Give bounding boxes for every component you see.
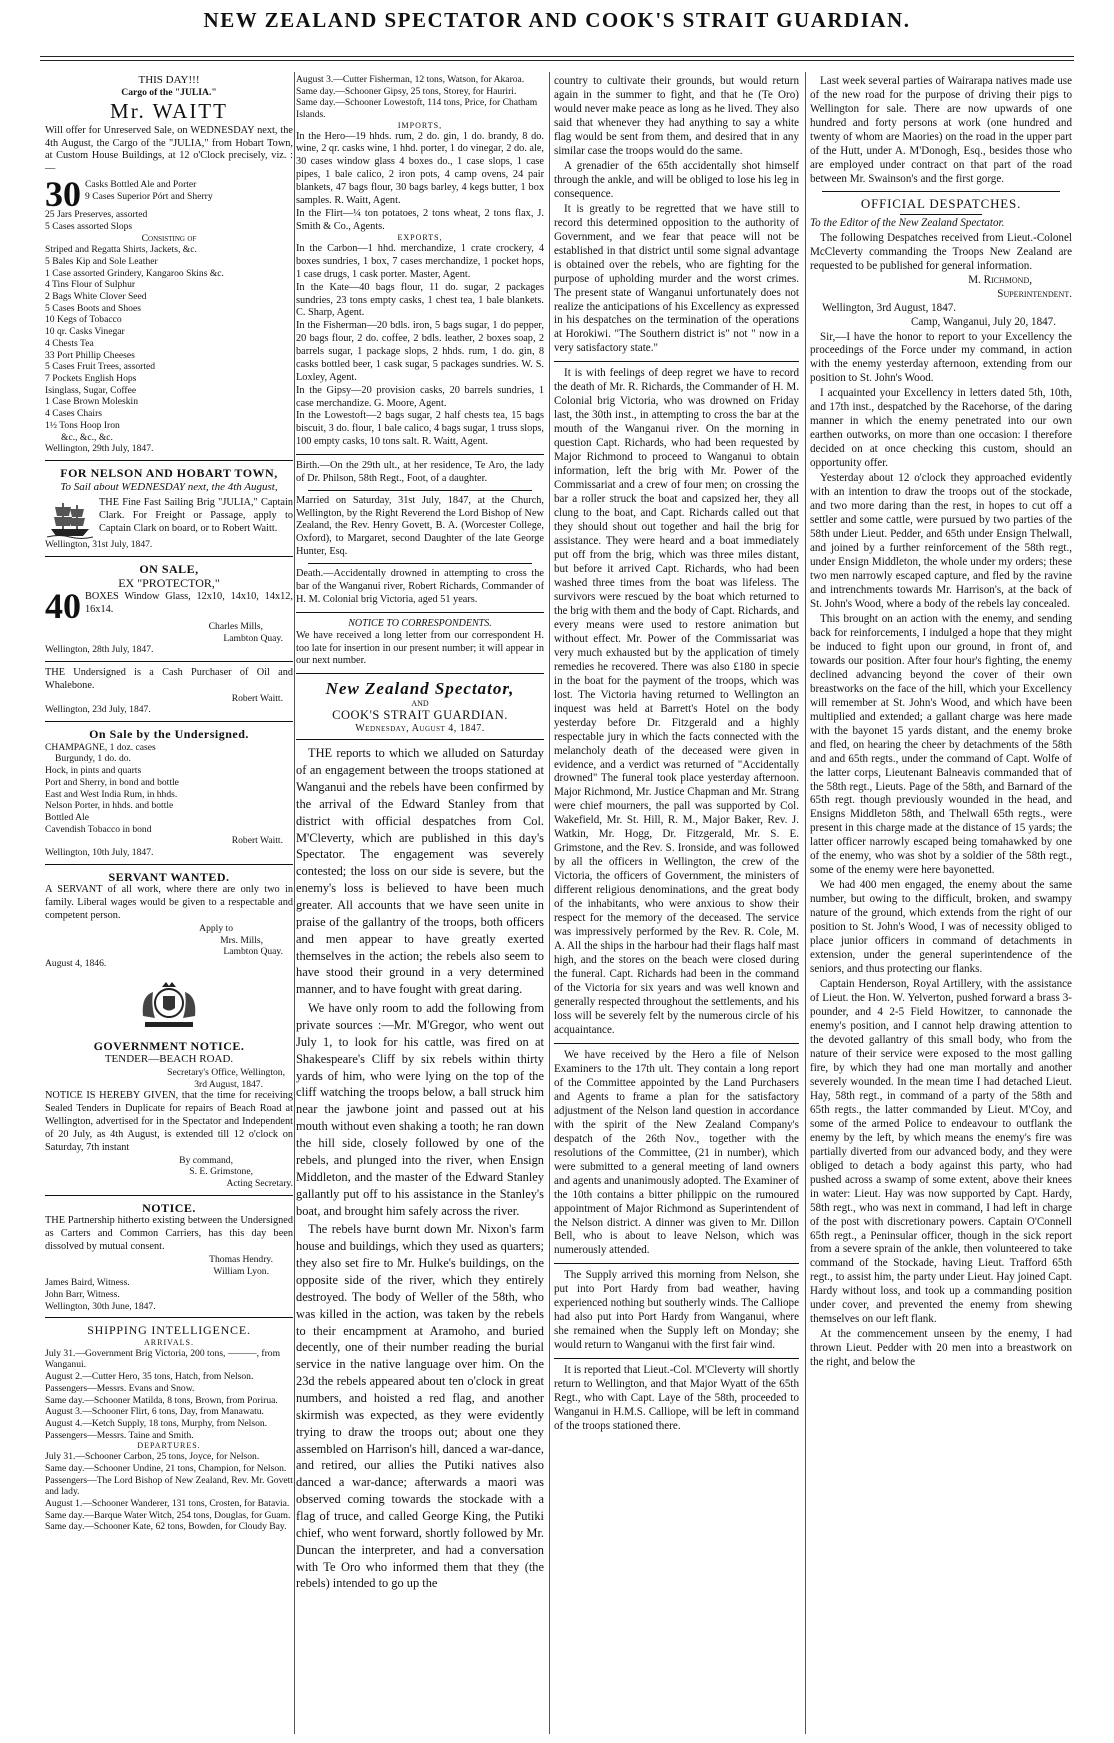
- shipping-entry: Same day.—Schooner Matilda, 8 tons, Brown, from Porirua.: [45, 1394, 278, 1406]
- shipping-entry: Same day.—Schooner Lowestoft, 114 tons, Price, for Chatham Islands.: [296, 97, 538, 121]
- column-divider: [294, 72, 295, 1734]
- ad-apply: Apply to: [199, 923, 233, 934]
- ad-item: 7 Pockets English Hops: [45, 373, 137, 384]
- ad-heading: On Sale by the Undersigned.: [89, 727, 249, 742]
- ad-item: East and West India Rum, in hhds.: [45, 788, 178, 800]
- ad-body: THE Partnership hitherto existing between the Undersigned as Carters and Common Carriers, has this day been dissolved by mutual consent.: [45, 1215, 293, 1252]
- divider: [45, 864, 293, 865]
- ad-signature: Mrs. Mills,: [220, 934, 263, 946]
- ad-item: 4 Tins Flour of Sulphur: [45, 279, 136, 291]
- despatch-paragraph: Sir,—I have the honor to report to your Excellency the proceedings of the Force under my command, in action with the enemy yesterday afternoon, extending from our position to St. John's Wood.: [810, 330, 1072, 385]
- despatch-paragraph: Captain Henderson, Royal Artillery, with the assistance of Lieut. the Hon. W. Yelverton, pushed forward a brass 3-pounder, and 4 2-5 Field Howitzer, to cannonade the enemy's position, and I cannot help drawing attention to the devoted gallantry of this small body, who from the nature of their service were exposed to the most galling fire, by which they had one man mortally and another severely wounded. In the mean time I had detached Lieut. Hay, 58th regt., in command of a party of the 58th and 65th regts., the latter commanded by Lieut. M'Coy, and some of the armed Police to endeavour to outflank the enemy by the left, by which means the enemy's fire was partially diverted from our advanced body, and they were obliged to detach a body against this party, who had pushed across a swamp of some extent, above their knees in water: Lieut. Hay was now supported by Capt. Hardy, 58th regt., who was next in command, I had left in charge of the post with discretionary powers. Captain O'Connell 65th regt., a Peninsular officer, though in the sick report from a severe sprain of the ankle, then volunteered to take command of the Stockade, having Lieut. Trafford 65th regt., to assist him, the party under Lieut. Hay joined Capt. Hardy without loss, and took up a commanding position under cover, and prevented the enemy from shewing themselves on our left flank.: [810, 978, 1072, 1326]
- ad-date: Wellington, 28th July, 1847.: [45, 644, 154, 656]
- despatch-addressee: To the Editor of the New Zealand Spectator.: [810, 216, 1005, 229]
- newspaper-title-block: [296, 679, 544, 734]
- birth-notice: [296, 460, 544, 486]
- ad-date: Wellington, 29th July, 1847.: [45, 443, 154, 455]
- ad-office: Secretary's Office, Wellington,: [167, 1066, 285, 1078]
- shipping-entry: July 31.—Schooner Carbon, 25 tons, Joyce, for Nelson.: [45, 1451, 260, 1463]
- divider: [554, 361, 799, 362]
- divider: [296, 454, 544, 455]
- export-entry: In the Lowestoft—2 bags sugar, 2 half chests tea, 15 bags biscuit, 3 do. flour, 1 bale calico, 4 bags sugar, 1 truss slops, 100 empty casks, 10 tons salt. R. Waitt, Agent.: [296, 410, 544, 448]
- ad-body: THE Fine Fast Sailing Brig "JULIA," Captain Clark. For Freight or Passage, apply to Captain Clark on board, or to Robert Waitt.: [99, 496, 293, 534]
- article-paragraph: A grenadier of the 65th accidentally shot himself through the ankle, and will be obliged to lose his leg in consequence.: [554, 159, 799, 200]
- ad-body: THE Undersigned is a Cash Purchaser of Oil and Whalebone.: [45, 667, 293, 691]
- protector-ad: [45, 562, 293, 656]
- ad-item: 5 Cases Boots and Shoes: [45, 302, 141, 314]
- ad-cargo-heading: Cargo of the "JULIA.": [121, 87, 217, 99]
- column-local-news: [554, 74, 799, 1734]
- shipping-entry: Same day.—Schooner Kate, 62 tons, Bowden, for Cloudy Bay.: [45, 1521, 287, 1533]
- divider: [45, 661, 293, 662]
- export-entry: In the Fisherman—20 bdls. iron, 5 bags sugar, 1 do pepper, 20 bags flour, 2 do. coffee, 2 bdls. leather, 2 boxes soap, 2 barrels sugar, 1 package slops, 2 hhds. rum, 1 do. gin, 8 casks bottled beer, 1 cask sugar, 5 packages sundries. W. S. Loxley, Agent.: [296, 320, 544, 383]
- masthead: NEW ZEALAND SPECTATOR AND COOK'S STRAIT GUARDIAN.: [203, 8, 911, 32]
- news-article: [554, 1049, 799, 1259]
- ad-witness: John Barr, Witness.: [45, 1288, 120, 1300]
- column-divider: [549, 72, 550, 1734]
- ad-item: Burgundy, 1 do. do.: [55, 753, 131, 765]
- ad-item-list: [45, 209, 293, 232]
- government-notice: [45, 1039, 293, 1190]
- article-paragraph: Last week several parties of Wairarapa natives made use of the new road for the purpose of driving their pigs to Wellington for sale. There are now upwards of one hundred and forty persons at work (one hundred and twenty of whom are Maories) on the road in the upper part of the Hutt, under A. M'Donogh, Esq., besides those who are employed under contract on that part of the road between Mr. Swainson's and the first gorge.: [810, 75, 1072, 185]
- ad-heading: SERVANT WANTED.: [108, 869, 230, 884]
- column-divider: [805, 72, 806, 1734]
- editorial-paragraph: We have only room to add the following from private sources :—Mr. M'Gregor, who went out July 1, to look for his cattle, was fired on at Shakespeare's Cliff by six rebels within thirty yards of him, who were lying on the top of the cliff watching the troops below, a ball struck him near the jawbone joint and passed out at his mouth without even shaking a tooth; he ran down the hill side, closely followed by one of the rebels, and plunged into the river, when Ensign Middleton, and the master of the Edward Stanley gallantly put off to his assistance in the Stanley's boat, and brought him safely across the river.: [296, 1001, 544, 1218]
- shipping-departures-heading: DEPARTURES.: [137, 1441, 201, 1451]
- ad-item: Striped and Regatta Shirts, Jackets, &c.: [45, 244, 197, 256]
- ad-date: 3rd August, 1847.: [194, 1078, 263, 1090]
- notice-text: Married on Saturday, 31st July, 1847, at the Church, Wellington, by the Right Reverend the Lord Bishop of New Zealand, the Rev. Henry Govett, B. A. (Worcester College, Oxford), to Margaret, second Daughter of the late George Hunter, Esq.: [296, 494, 544, 558]
- ad-signature: William Lyon.: [213, 1265, 269, 1277]
- divider: [822, 191, 1060, 192]
- news-article: [554, 367, 799, 1038]
- despatch-date: Wellington, 3rd August, 1847.: [822, 301, 957, 314]
- divider: [308, 563, 532, 564]
- divider: [554, 1263, 799, 1264]
- nelson-ad: [45, 466, 293, 551]
- article-paragraph: It is with feelings of deep regret we have to record the death of Mr. R. Richards, the Commander of H. M. Colonial brig Victoria, who was drowned on Friday last, the 30th inst., in attempting to cross the bar at the mouth of the Wanganui river. On the morning in question Capt. Richards, who had been requested by Major Richmond to proceed to Wanganui to obtain information, left the brig with Mr. Power of the Commissariat and a crew of four men; on crossing the bar a roller struck the boat and capsized her, they all clung to the boat, and Capt. Richards called out that they should shout out together and hail the brig for assistance. They were heard and a boat immediately put off from the brig, which was three miles distant, but before it arrived Capt. Richards, who had been washed three times from the boat was lifeless. The survivors were rescued by the boat which returned to the brig with them and the body of Capt. Richards, and every means were used to restore animation but without effect. Mr. Power of the Commissariat was very much exhausted but by the application of timely remedies he recovered. There was also £180 in specie in the boat for the payment of the troops, which was lost. The Victoria having returned to Wellington an inquest was held at Barrett's Hotel on the body yesterday before Dr. Fitzgerald and a highly respectable jury in which the facts connected with the melancholy death of the deceased were given in evidence, and a verdict was returned of "Accidentally drowned" The funeral took place yesterday afternoon. Major Richmond, Mr. Justice Chapman and Mr. Strang were chief mourners, the pall was supported by Col. Wakefield, Mr. St. Hill, R. M., Major Baker, Rev. J. Watkin, Mr. Hogg, Dr. Fitzgerald, Mr. S. E. Grimstone, and the Rev. S. Ironside, and was followed by all the officers in Wellington, the crew of the Victoria, the officers of Government, the ministers of different religious denominations, and the great body of the inhabitants, who were anxious to show their respect for the memory of the deceased. The service was impressively performed by the Rev. R. Cole, M. A. All the ships in the harbour had their flags half mast high, and the stores on the beach were closed during the funeral. Capt. Richards had been in the command of the Victoria for six years and was well known and generally respected throughout the settlements, and his loss will be severely felt by the numerous circle of his acquaintance.: [554, 367, 799, 1036]
- notice-text: Birth.—On the 29th ult., at her residence, Te Aro, the lady of Dr. Philson, 58th Regt., Foot, of a daughter.: [296, 459, 544, 484]
- partnership-notice: [45, 1201, 293, 1313]
- ad-date: Wellington, 31st July, 1847.: [45, 538, 153, 550]
- despatch-signature: Superintendent.: [997, 287, 1072, 300]
- article-paragraph: It is greatly to be regretted that we have still to record this determined opposition to the authority of Government, and we fear that peace will not be established in that district until some signal advantage is obtained over the rebels, who are fighting for the purpose of upholding murder and the worst crimes. The present state of Wanganui unfortunately does not realize the anticipations of his Excellency as expressed in his despatches on the termination of the operations at Horokiwi. "The Southern district is" not " now in a very satisfactory state.": [554, 202, 799, 355]
- export-entry: In the Gipsy—20 provision casks, 20 barrels sundries, 1 case merchandize. G. Moore, Agent.: [296, 384, 544, 409]
- despatch-paragraph: We had 400 men engaged, the enemy about the same number, but owing to the difficult, broken, and swampy nature of the ground, which extends from the right of our position to St. John's Wood, I was of necessity obliged to place junior officers in command of detachments in extension, under the general superintendence of the seniors, and thus protecting our flanks.: [810, 879, 1072, 976]
- divider: [554, 1358, 799, 1359]
- ad-item: Port and Sherry, in bond and bottle: [45, 776, 179, 788]
- despatch-intro: The following Despatches received from Lieut.-Colonel McCleverty commanding the Troops New Zealand are requested to be published for general information.: [810, 231, 1072, 272]
- notice-to-correspondents: [296, 618, 544, 669]
- section-heading: OFFICIAL DESPATCHES.: [860, 195, 1022, 211]
- shipping-entry: August 3.—Schooner Flirt, 6 tons, Day, from Manawatu.: [45, 1406, 264, 1418]
- shipping-entry: August 4.—Ketch Supply, 18 tons, Murphy, from Nelson. Passengers—Messrs. Taine and Smith.: [45, 1417, 268, 1441]
- shipping-intelligence: [45, 1323, 293, 1533]
- ad-signature: Charles Mills,: [208, 620, 263, 632]
- shipping-entry: July 31.—Government Brig Victoria, 200 tons, ———, from Wanganui.: [45, 1347, 281, 1371]
- ad-signature: Thomas Hendry.: [209, 1253, 273, 1265]
- ad-item: 5 Cases Fruit Trees, assorted: [45, 361, 156, 373]
- export-entry: In the Carbon—1 hhd. merchandize, 1 crate crockery, 4 boxes sundries, 1 box, 7 cases merchandize, 1 pocket hops, 1 case drugs, 1 cask porter. Master, Agent.: [296, 243, 544, 280]
- ad-item: 10 Kegs of Tobacco: [45, 314, 122, 326]
- ad-intro: Will offer for Unreserved Sale, on WEDNESDAY next, the 4th August, the Cargo of the "JULIA," from Hobart Town, at Custom House Buildings, at 12 o'Clock precisely, viz. :—: [45, 124, 293, 175]
- despatch-paragraph: This brought on an action with the enemy, and sending back for reinforcements, I indulged a hope that they might be induced to fight upon our ground, in front of, and towards our position. After four hour's fighting, the enemy declined advancing beyond the cover of their own breastworks on the face of the hill, which your Excellency will remember at St. John's Wood, and which have been multiplied and extended; a gallant charge was here made with the bayonet 15 yards distant, and the enemy broke and fled, on hearing the cheer by detachments of the 58th and and 65th regts., under the command of Capt. Wolfe of the latter corps, Lieutenant Balneavis commanded that of the 58th regt., Lieuts. Page of the 58th, and Barnard of the 65th regt. though previously wounded in the head, and Ensigns Middleton 58th, and Thelwall 65th regts., were present in this charge made at the distance of 15 yards; the latter officer narrowly escaped being tomahawked by one of the enemy, who was shot by a soldier of the 58th regt., some of the enemy were here bayonetted.: [810, 612, 1072, 877]
- dateline: Wednesday, August 4, 1847.: [355, 723, 485, 735]
- import-entry: In the Hero—19 hhds. rum, 2 do. gin, 1 do. brandy, 8 do. wine, 2 qr. casks wine, 1 hhd. porter, 1 do vinegar, 2 do. ale, 30 cases window glass 4 boxes do., 1 case slops, 1 case pipes, 1 bale calico, 2 iron pots, 4 camp ovens, 24 pair blankets, 47 bags flour, 30 bags barley, 4 kegs butter, 1 box samples. R. Waitt, Agent.: [296, 130, 544, 206]
- shipping-entry: Same day.—Schooner Gipsy, 25 tons, Storey, for Hauriri.: [296, 85, 517, 97]
- ad-item: CHAMPAGNE, 1 doz. cases: [45, 741, 156, 753]
- notice-heading: NOTICE TO CORRESPONDENTS.: [348, 617, 492, 629]
- ad-item: 4 Cases Chairs: [45, 408, 103, 420]
- shipping-entry: Same day.—Schooner Undine, 21 tons, Champion, for Nelson. Passengers—The Lord Bishop of New Zealand, Rev. Mr. Govett and lady.: [45, 1462, 293, 1498]
- ad-by-command: By command,: [179, 1154, 233, 1166]
- article-paragraph: It is reported that Lieut.-Col. M'Cleverty will shortly return to Wellington, and that Major Wyatt of the 65th Regt., who with Capt. Laye of the 58th, proceeded to Wanganui in H.M.S. Calliope, will be left in command of the troops stationed there.: [554, 1364, 799, 1433]
- despatch: [810, 217, 1072, 1370]
- death-notice: [296, 568, 544, 607]
- newspaper-title: New Zealand Spectator,: [325, 679, 515, 699]
- ad-signature: Lambton Quay.: [223, 946, 283, 958]
- ad-item: 25 Jars Preserves, assorted: [45, 209, 148, 221]
- ad-item-list: [45, 742, 293, 836]
- ad-signature: Robert Waitt.: [231, 835, 283, 847]
- editorial-paragraph: THE reports to which we alluded on Saturday of an engagement between the troops stationed at Wanganui and the rebels have been confirmed by the arrival of the Edward Stanley from that district with official despatches from Col. M'Cleverty, which are published in this day's Spectator. The engagement was severely contested; the loss on our side is severe, but the enemy's loss is believed to have been much greater. All accounts that we have seen unite in praise of the gallantry of the troops, both officers and men appear to have greatly exerted themselves in the action; the rebels also seem to have stood their ground in a very determined manner, and to have fought with great daring.: [296, 746, 544, 997]
- ad-date: Wellington, 23d July, 1847.: [45, 704, 151, 716]
- despatch-paragraph: Yesterday about 12 o'clock they approached evidently with an intention to draw the troops out of the stockade, and two more daring than the rest, in hopes to cut off a settler and some cattle, were pursued by two parties of the 58th under Lieut. Pedder, and 65th under Ensign Thelwall, and joined by a further reinforcement of the 58th regt., under Ensign Middleton, the whole under my orders; these two men narrowly escaped capture, and fled by the ravine and intrenchments towards Mr. Harrison's, at the back of St. John's Wood, where a body of the rebels lay concealed.: [810, 472, 1072, 610]
- ad-item: Casks Bottled Ale and Porter: [85, 179, 197, 191]
- shipping-entry: August 3.—Cutter Fisherman, 12 tons, Watson, for Akaroa.: [296, 74, 525, 85]
- despatch-signature: M. Richmond,: [968, 273, 1032, 286]
- ad-item: 1 Case assorted Grindery, Kangaroo Skins &c.: [45, 267, 224, 279]
- divider: [308, 490, 532, 491]
- ad-item: 33 Port Phillip Cheeses: [45, 349, 135, 361]
- divider: [554, 1043, 799, 1044]
- ad-body: BOXES Window Glass, 12x10, 14x10, 14x12, 16x14.: [85, 590, 293, 615]
- ad-item: 2 Bags White Clover Seed: [45, 291, 147, 303]
- ad-big-number: 40: [45, 585, 81, 626]
- editorial-paragraph: The rebels have burnt down Mr. Nixon's farm house and buildings, which they used as quarters; they also set fire to Mr. Hulke's buildings, on the opposite side of the river, which they entirely destroyed. The body of Weller of the 58th, who was killed in the action, was taken by the rebels to their encampment at Aramoho, and buried decently, one of their number reading the burial service in the native language over him. On the 23d the rebels appeared about ten o'clock in great numbers, and hoisted a red flag, and another skirmish was expected, as they were evidently trying to draw the troops out; about one they assembled on Harrison's hill, danced a war-dance, and retired, our allies the Putiki natives also danced a war-dance; afterwards a maori was observed coming towards the stockade with a flag of truce, and called George King, the Putiki chief, who went forward, shortly followed by Mr. Duncan the interpreter, and had a conversation with Te Oro who informed them that they (the rebels) intended to go up the: [296, 1222, 544, 1591]
- ad-item-list: [45, 244, 293, 443]
- julia-sale-ad: [45, 74, 293, 455]
- servant-ad: [45, 870, 293, 970]
- ad-item: Bottled Ale: [45, 811, 89, 823]
- column-advertisements: [45, 74, 293, 1734]
- shipping-entry: Same day.—Barque Water Witch, 254 tons, Douglas, for Guam.: [45, 1509, 291, 1521]
- exports-heading: EXPORTS,: [397, 233, 443, 243]
- ad-date: Wellington, 10th July, 1847.: [45, 847, 154, 859]
- marriage-notice: [296, 495, 544, 559]
- masthead-rule-2: [40, 60, 1074, 61]
- ad-heading: FOR NELSON AND HOBART TOWN,: [60, 465, 278, 480]
- ad-item: 5 Bales Kip and Sole Leather: [45, 255, 158, 267]
- despatch-paragraph: At the commencement unseen by the enemy, I had thrown Lieut. Pedder with 20 men into a breastwork on the right, and below the: [810, 1328, 1072, 1369]
- ad-item: &c., &c., &c.: [61, 431, 113, 443]
- whalebone-ad: [45, 667, 293, 716]
- champagne-ad: [45, 727, 293, 859]
- masthead-rule: [40, 56, 1074, 57]
- column-shipping-and-editorial: [296, 74, 544, 1734]
- ad-witness: James Baird, Witness.: [45, 1277, 130, 1289]
- ad-seller-name: Mr. WAITT: [110, 99, 228, 124]
- ad-signature: Robert Waitt.: [231, 692, 283, 704]
- news-article: [554, 1364, 799, 1434]
- newspaper-subtitle: COOK'S STRAIT GUARDIAN.: [332, 708, 508, 723]
- notice-text: We have received a long letter from our correspondent H. too late for insertion in our present number; it will appear in our next number.: [296, 629, 544, 667]
- ad-this-day: THIS DAY!!!: [138, 74, 200, 86]
- news-article: [554, 75, 799, 356]
- ad-signature: Acting Secretary.: [226, 1177, 293, 1189]
- imports-heading: IMPORTS,: [397, 120, 443, 130]
- article-paragraph: We have received by the Hero a file of Nelson Examiners to the 17th ult. They contain a long report of the Committee appointed by the Land Purchasers and Agents to frame a plan for the satisfactory adjustment of the Nelson land question in accordance with the spirit of the New Zealand Company's despatch of the 26th Nov., together with the resolutions of the Committee, (21 in number), which were submitted to a general meeting of land owners and agents and unanimously adopted. The Examiner of the 10th contains a bitter philippic on the rumoured appointment of Major Richmond as Superintendent of the Nelson district. A dinner was given to Mr. Dillon Bell, who is about to leave Nelson, which was numerously attended.: [554, 1048, 799, 1257]
- newspaper-title-and: AND: [411, 699, 429, 709]
- ad-body: A SERVANT of all work, where there are only two in family. Liberal wages would be given to a respectable and competent person.: [45, 884, 293, 922]
- divider: [900, 214, 982, 215]
- divider: [45, 1317, 293, 1318]
- notice-text: Death.—Accidentally drowned in attempting to cross the bar of the Wanganui river, Robert Richards, Commander of H. M. Colonial brig Victoria, aged 51 years.: [296, 567, 544, 605]
- shipping-arrivals-heading: ARRIVALS.: [144, 1338, 194, 1347]
- ad-consisting-of: Consisting of: [141, 232, 197, 244]
- article-paragraph: country to cultivate their grounds, but would return again in the summer to fight, and that he (Te Oro) would never make peace as long as he lived. They also said that whenever they had anything to say a white flag would be sent from them, and desired that in any similar case the troops would do the same.: [554, 75, 799, 157]
- ad-signature: S. E. Grimstone,: [189, 1166, 253, 1178]
- column-official-despatches: [810, 74, 1072, 1734]
- despatch-camp: Camp, Wanganui, July 20, 1847.: [911, 315, 1056, 328]
- ad-item: 1 Case Brown Moleskin: [45, 396, 139, 408]
- ad-item: Isinglass, Sugar, Coffee: [45, 384, 137, 396]
- shipping-continued: [296, 74, 544, 449]
- divider: [45, 556, 293, 557]
- ad-heading: GOVERNMENT NOTICE.: [93, 1038, 245, 1053]
- divider: [296, 739, 544, 740]
- ad-subheading: TENDER—BEACH ROAD.: [104, 1053, 234, 1066]
- news-article: [554, 1269, 799, 1353]
- ad-item: 5 Cases assorted Slops: [45, 220, 133, 232]
- ad-heading: ON SALE,: [139, 561, 199, 576]
- ad-item: 4 Chests Tea: [45, 337, 94, 349]
- section-heading: SHIPPING INTELLIGENCE.: [87, 1323, 251, 1338]
- ad-body: NOTICE IS HEREBY GIVEN, that the time for receiving Sealed Tenders in Duplicate for repairs of Beach Road at Wellington, advertised for in the Spectator and Independent of 20 July, as 4th August, is extended till 12 o'clock on Saturday, 7th instant: [45, 1090, 293, 1153]
- ad-item: Nelson Porter, in hhds. and bottle: [45, 800, 174, 812]
- ad-heading: NOTICE.: [142, 1200, 196, 1215]
- ad-item: Cavendish Tobacco in bond: [45, 823, 152, 835]
- divider: [45, 721, 293, 722]
- news-article: [810, 75, 1072, 187]
- ad-big-number: 30: [45, 174, 81, 215]
- shipping-entry: August 2.—Cutter Hero, 35 tons, Hatch, from Nelson. Passengers—Messrs. Evans and Snow.: [45, 1371, 254, 1394]
- divider: [296, 612, 544, 613]
- import-entry: In the Flirt—¼ ton potatoes, 2 tons wheat, 2 tons flax, J. Smith & Co., Agents.: [296, 207, 544, 232]
- divider: [296, 673, 544, 674]
- article-paragraph: The Supply arrived this morning from Nelson, she put into Port Hardy from bad weather, having experienced nothing but southerly winds. The Calliope had also put into Port Hardy from Wanganui, where she remained when the Supply left on Monday; she would return to Wanganui with the first fair wind.: [554, 1269, 799, 1352]
- ad-item: 1½ Tons Hoop Iron: [45, 419, 120, 431]
- divider: [45, 1195, 293, 1196]
- export-entry: In the Kate—40 bags flour, 11 do. sugar, 2 packages sundries, 23 tons empty casks, 1 chest tea, 1 bale blankets. C. Sharp, Agent.: [296, 281, 544, 319]
- ad-item: Hock, in pints and quarts: [45, 765, 142, 777]
- editorial: [296, 745, 544, 1592]
- ad-date: August 4, 1846.: [45, 958, 107, 970]
- ad-date: Wellington, 30th June, 1847.: [45, 1300, 156, 1312]
- shipping-entry: August 1.—Schooner Wanderer, 131 tons, Crosten, for Batavia.: [45, 1497, 290, 1509]
- divider: [45, 460, 293, 461]
- despatch-paragraph: I acquainted your Excellency in letters dated 5th, 10th, and 17th inst., despatched by the Racehorse, of the daring manner in which the enemy penetrated into our own earthen outworks, on more than one occasion: I therefore decided on at once checking this custom, should an opportunity offer.: [810, 387, 1072, 470]
- ad-signature: Lambton Quay.: [223, 632, 283, 644]
- ad-item: 9 Cases Superior Pórt and Sherry: [85, 190, 213, 202]
- ad-item: 10 qr. Casks Vinegar: [45, 326, 125, 338]
- ad-subheading: To Sail about WEDNESDAY next, the 4th August,: [60, 480, 278, 493]
- royal-crest-icon: [45, 976, 293, 1037]
- sailing-ship-icon: [47, 499, 93, 539]
- ad-subheading: EX "PROTECTOR,": [118, 576, 220, 591]
